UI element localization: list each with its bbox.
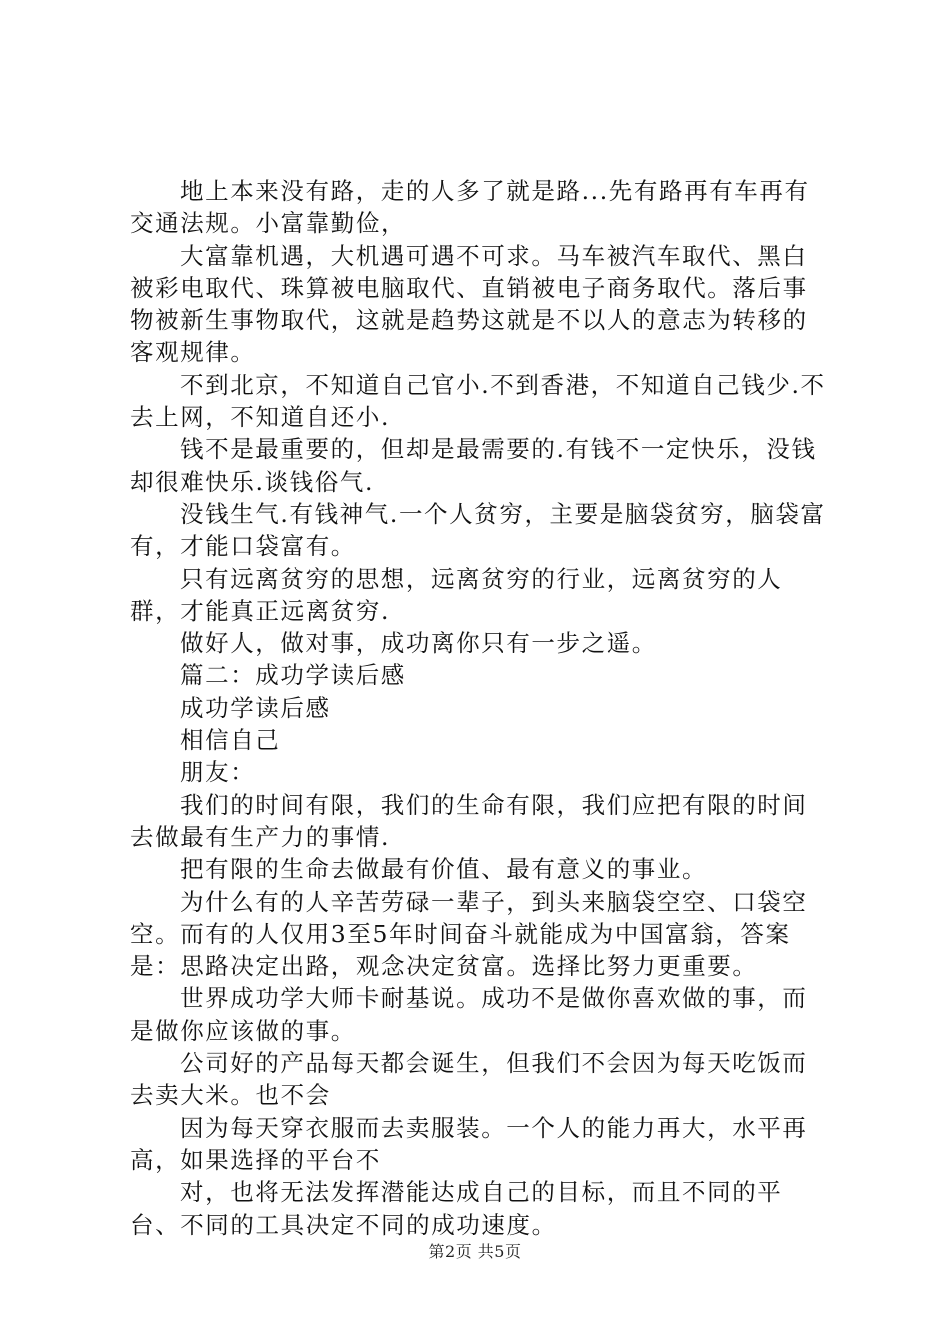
paragraph: 世界成功学大师卡耐基说。成功不是做你喜欢做的事，而是做你应该做的事。 — [130, 984, 808, 1045]
paragraph: 把有限的生命去做最有价值、最有意义的事业。 — [180, 855, 708, 884]
paragraph: 地上本来没有路，走的人多了就是路...先有路再有车再有交通法规。小富靠勤俭， — [130, 177, 810, 238]
paragraph: 不到北京，不知道自己官小.不到香港，不知道自己钱少.不去上网，不知道自还小. — [130, 370, 826, 432]
document-body — [130, 175, 830, 1241]
paragraph: 对，也将无法发挥潜能达成自己的目标，而且不同的平台、不同的工具决定不同的成功速度。 — [130, 1178, 783, 1239]
paragraph: 大富靠机遇，大机遇可遇不可求。马车被汽车取代、黑白被彩电取代、珠算被电脑取代、直销被电子商务取代。落后事物被新生事物取代，这就是趋势这就是不以人的意志为转移的客观规律。 — [130, 241, 808, 367]
paragraph: 钱不是最重要的，但却是最需要的.有钱不一定快乐，没钱却很难快乐.谈钱俗气. — [130, 435, 817, 496]
paragraph: 我们的时间有限，我们的生命有限，我们应把有限的时间去做最有生产力的事情. — [130, 790, 808, 851]
paragraph: 公司好的产品每天都会诞生，但我们不会因为每天吃饭而去卖大米。也不会 — [130, 1049, 808, 1110]
paragraph: 因为每天穿衣服而去卖服装。一个人的能力再大，水平再高，如果选择的平台不 — [130, 1113, 808, 1174]
paragraph: 没钱生气.有钱神气.一个人贫穷，主要是脑袋贫穷，脑袋富有，才能口袋富有。 — [130, 499, 826, 561]
page-footer — [0, 1242, 950, 1262]
article-subtitle: 相信自己 — [180, 726, 281, 755]
article-title: 成功学读后感 — [180, 693, 331, 722]
paragraph: 只有远离贫穷的思想，远离贫穷的行业，远离贫穷的人群，才能真正远离贫穷. — [130, 564, 783, 625]
paragraph: 为什么有的人辛苦劳碌一辈子，到头来脑袋空空、口袋空空。而有的人仅用3至5年时间奋斗就能成为中国富翁，答案是：思路决定出路，观念决定贫富。选择比努力更重要。 — [130, 887, 808, 981]
salutation: 朋友： — [180, 758, 256, 787]
section-heading: 篇二：成功学读后感 — [180, 661, 406, 690]
paragraph: 做好人，做对事，成功离你只有一步之遥。 — [180, 629, 657, 658]
page-number: 第2页 共5页 — [428, 1242, 522, 1261]
